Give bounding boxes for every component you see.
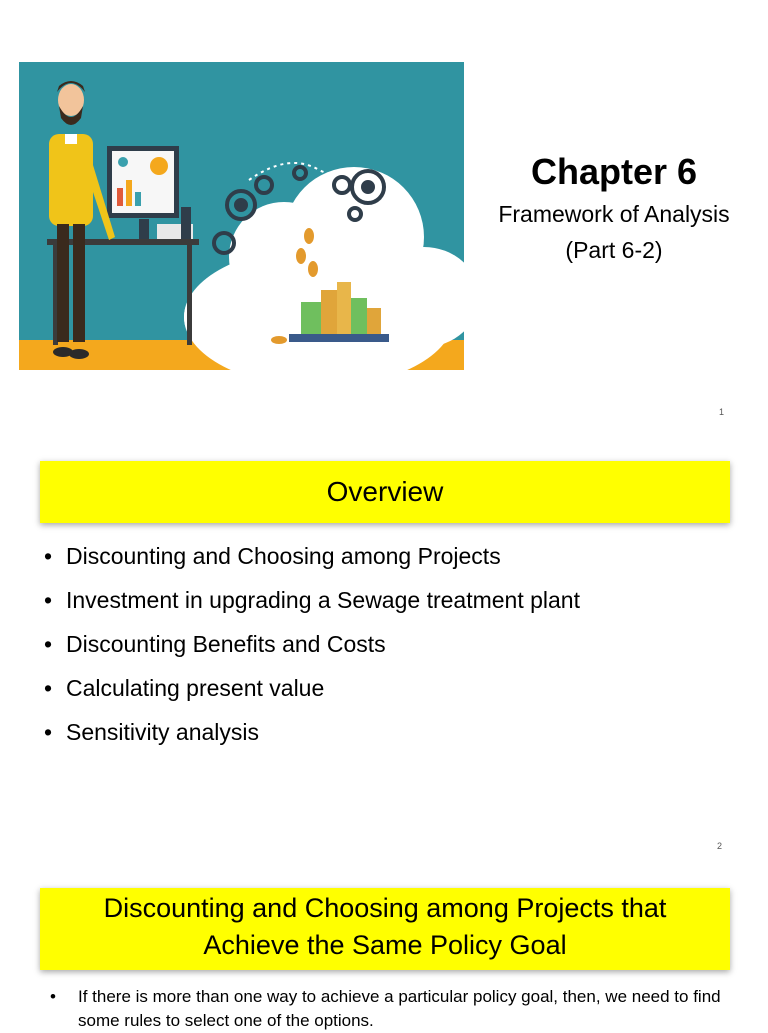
page-number: 2 <box>717 841 723 851</box>
list-item: • Discounting and Choosing among Projects <box>40 534 760 578</box>
business-illustration <box>19 62 464 370</box>
slide3-title-line2: Achieve the Same Policy Goal <box>203 930 567 960</box>
overview-title-box <box>40 461 730 523</box>
chapter-title: Chapter 6 <box>530 151 698 192</box>
list-item: • Calculating present value <box>40 666 760 710</box>
overview-title: Overview <box>326 476 444 507</box>
overview-bullet-list <box>40 534 760 754</box>
illustration-graphic <box>19 62 464 370</box>
slide3-title-line1: Discounting and Choosing among Projects that <box>103 893 667 923</box>
slide-1 <box>0 0 768 430</box>
page-number: 1 <box>719 407 725 417</box>
title-block <box>470 148 758 268</box>
slide3-bullet-list <box>46 985 736 1033</box>
slide-3 <box>0 855 768 1030</box>
list-item: • Investment in upgrading a Sewage treatment plant <box>40 578 760 622</box>
list-item: • Discounting Benefits and Costs <box>40 622 760 666</box>
chapter-subtitle-line1: Framework of Analysis <box>498 201 730 227</box>
slide3-title-box <box>40 888 730 970</box>
chapter-subtitle-line2: (Part 6-2) <box>565 237 663 263</box>
slide-2 <box>0 430 768 855</box>
list-item: • Sensitivity analysis <box>40 710 760 754</box>
list-item: • If there is more than one way to achieve a particular policy goal, then, we need to find some rules to select one of the options. <box>46 985 736 1033</box>
